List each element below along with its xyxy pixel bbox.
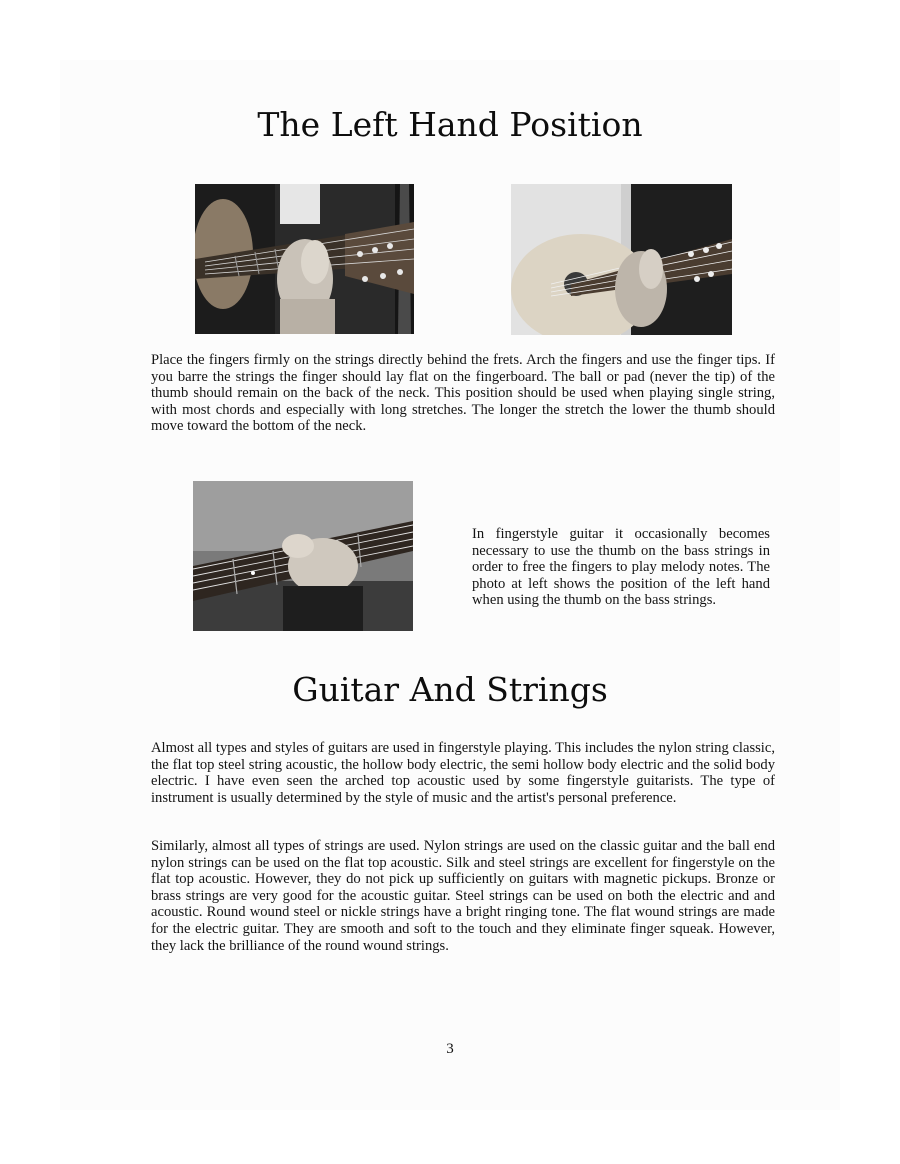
guitar-types-paragraph: Almost all types and styles of guitars are used in fingerstyle playing. This includes the nylon string classic, the flat top steel string acoustic, the hollow body electric, the semi hollow body electric and the solid body electric. I have even seen the arched top acoustic used by some fingerstyle guitarists. The type of instrument is usually determined by the style of music and the artist's personal preference.	[151, 740, 775, 806]
page-number: 3	[446, 1041, 454, 1057]
thumb-position-paragraph: In fingerstyle guitar it occasionally becomes necessary to use the thumb on the bass strings in order to free the fingers to play melody notes. The photo at left shows the position of the left hand when using the thumb on the bass strings.	[472, 526, 770, 609]
photo-thumb-on-bass-strings	[193, 481, 413, 631]
photo-left-hand-chord	[195, 184, 414, 334]
string-types-paragraph: Similarly, almost all types of strings are used. Nylon strings are used on the classic guitar and the ball end nylon strings can be used on the flat top acoustic. Silk and steel strings are excellent for fingerstyle on the flat top acoustic. However, they do not pick up sufficiently on guitars with magnetic pickups. Bronze or brass strings are very good for the acoustic guitar. Steel strings can be used on both the electric and and acoustic. Round wound steel or nickle strings have a bright ringing tone. The flat wound strings are made for the electric guitar. They are smooth and soft to the touch and they eliminate finger squeak. However, they lack the brilliance of the round wound strings.	[151, 838, 775, 954]
photo-left-hand-side-view	[511, 184, 732, 335]
section-title-left-hand-position: The Left Hand Position	[257, 105, 643, 144]
section-title-guitar-and-strings: Guitar And Strings	[292, 670, 608, 709]
left-hand-paragraph: Place the fingers firmly on the strings directly behind the frets. Arch the fingers and use the finger tips. If you barre the strings the finger should lay flat on the fingerboard. The ball or pad (never the tip) of the thumb should remain on the back of the neck. This position should be used when playing single string, with most chords and especially with long stretches. The longer the stretch the lower the thumb should move toward the bottom of the neck.	[151, 352, 775, 435]
